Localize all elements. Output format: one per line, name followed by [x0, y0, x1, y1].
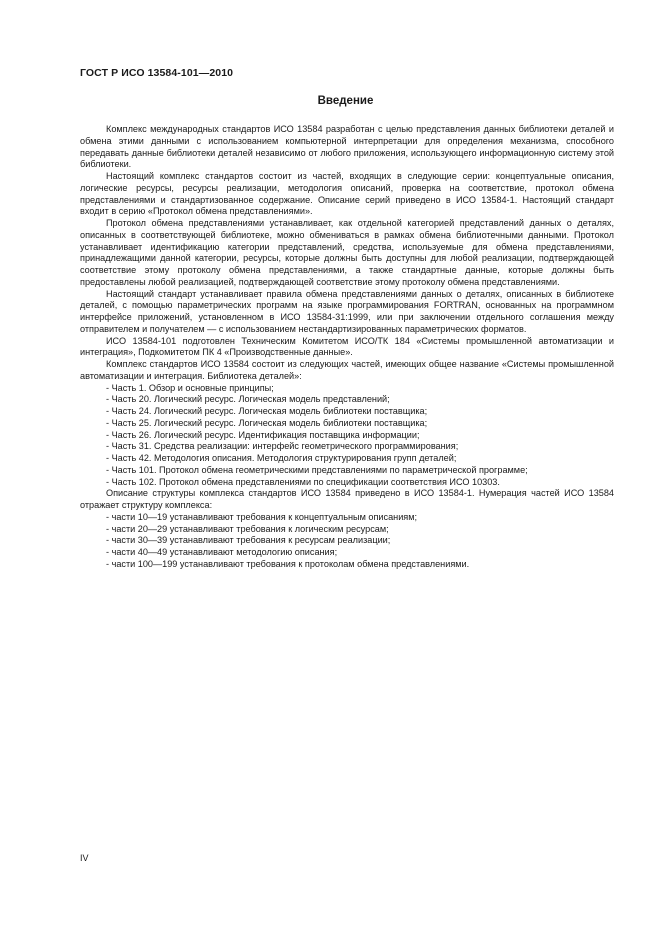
list-item: - Часть 102. Протокол обмена представлениями по спецификации соответствия ИСО 10303. — [106, 476, 500, 487]
document-header: ГОСТ Р ИСО 13584-101—2010 — [80, 67, 234, 79]
section-title: Введение — [317, 95, 374, 107]
list-item: - части 100—199 устанавливают требования к протоколам обмена представлениями. — [106, 558, 470, 569]
list-item: - Часть 1. Обзор и основные принципы; — [106, 382, 274, 393]
paragraph: Протокол обмена представлениями устанавливает, как отдельной категорией представлений данных о деталях, описанных в соответствующей библиотеке, можно обмениваться в рамках обмена библиотечными данными. Протокол устанавливает идентификацию категории представлений, средства, используемые для обмена представлениями, принадлежащими данной категории, ресурсы, которые должны быть доступны для любой реализации, подтверждающей соответствие этому протоколу обмена представлениями, а также стандартные данные, которые должны быть предоставлены любой реализацией, подтверждающей соответствие этому протоколу обмена представлениями. — [80, 218, 614, 287]
page-number: IV — [80, 853, 89, 863]
list-item: - Часть 31. Средства реализации: интерфейс геометрического программирования; — [106, 441, 459, 452]
list-item: - Часть 101. Протокол обмена геометрическими представлениями по параметрической программе; — [106, 464, 528, 475]
paragraph: Комплекс стандартов ИСО 13584 состоит из следующих частей, имеющих общее название «Системы промышленной автоматизации и интеграция. Библиотека деталей»: — [80, 359, 614, 381]
document-body — [80, 124, 614, 571]
list-item: - части 30—39 устанавливают требования к ресурсам реализации; — [106, 535, 391, 546]
list-item: - Часть 24. Логический ресурс. Логическая модель библиотеки поставщика; — [106, 406, 428, 416]
paragraph: Настоящий комплекс стандартов состоит из частей, входящих в следующие серии: концептуальные описания, логические ресурсы, ресурсы реализации, методология описаний, проверка на соответствие, протокол обмена представлениями и стандартизованное содержание. Описание серий приведено в ИСО 13584-1. Настоящий стандарт входит в серию «Протокол обмена представлениями». — [80, 171, 614, 217]
list-item: - части 10—19 устанавливают требования к концептуальным описаниям; — [106, 511, 418, 522]
list-item: - части 20—29 устанавливают требования к логическим ресурсам; — [106, 523, 389, 534]
list-item: - части 40—49 устанавливают методологию описания; — [106, 547, 338, 557]
list-item: - Часть 26. Логический ресурс. Идентификация поставщика информации; — [106, 429, 420, 440]
list-item: - Часть 20. Логический ресурс. Логическая модель представлений; — [106, 394, 390, 405]
paragraph: Настоящий стандарт устанавливает правила обмена представлениями данных о деталях, описанных в библиотеке деталей, с помощью параметрических программ на языке программирования FORTRAN, основанных на программном интерфейсе приложений, установленном в ИСО 13584-31:1999, или при заключении отдельного соглашения между отправителем и получателем — с использованием нестандартизированных параметрических форматов. — [80, 288, 614, 334]
list-item: - Часть 25. Логический ресурс. Логическая модель библиотеки поставщика; — [106, 417, 428, 428]
list-item: - Часть 42. Методология описания. Методология структурирования групп деталей; — [106, 453, 457, 463]
paragraph: ИСО 13584-101 подготовлен Техническим Комитетом ИСО/ТК 184 «Системы промышленной автоматизации и интеграция», Подкомитетом ПК 4 «Производственные данные». — [80, 335, 614, 358]
paragraph: Комплекс международных стандартов ИСО 13584 разработан с целью представления данных библиотеки деталей и обмена этими данными с использованием компьютерной интерпретации для определения механизма, способного передавать данные библиотеки деталей независимо от любого приложения, использующего информационную систему этой библиотеки. — [80, 124, 614, 170]
paragraph: Описание структуры комплекса стандартов ИСО 13584 приведено в ИСО 13584-1. Нумерация частей ИСО 13584 отражает структуру комплекса: — [80, 488, 614, 510]
